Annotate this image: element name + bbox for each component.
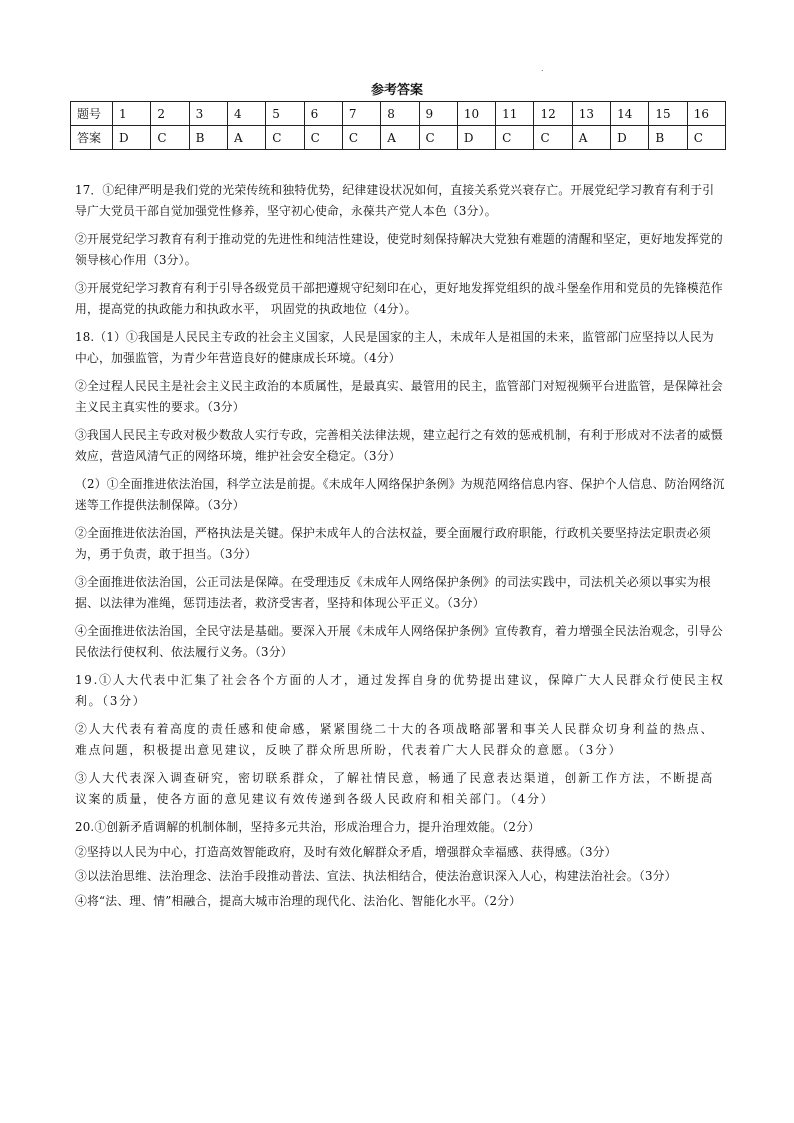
answer-cell: C	[304, 126, 342, 150]
question-number-cell: 3	[189, 102, 227, 126]
answer-cell: D	[113, 126, 151, 150]
row-label: 题号	[71, 102, 113, 126]
paragraph: ②坚持以人民为中心，打造高效智能政府，及时有效化解群众矛盾，增强群众幸福感、获得感。（3分）	[75, 844, 617, 859]
answer-cell: C	[687, 126, 725, 150]
paragraph: ②人大代表有着高度的责任感和使命感，紧紧围绕二十大的各项战略部署和事关人民群众切身利益的热点、难点问题，积极提出意见建议，反映了群众所思所盼，代表着广大人民群众的意愿。（3分）	[75, 722, 715, 757]
paragraph: ③全面推进依法治国，公正司法是保障。在受理违反《未成年人网络保护条例》的司法实践中，司法机关必须以事实为根据、以法律为准绳，惩罚违法者，救济受害者，坚持和体现公平正义。（3分）	[75, 575, 711, 610]
question-number-cell: 7	[342, 102, 380, 126]
question-number-cell: 2	[151, 102, 189, 126]
question-number-cell: 1	[113, 102, 151, 126]
answer-cell: A	[227, 126, 265, 150]
question-number-cell: 16	[687, 102, 725, 126]
number-row	[71, 102, 726, 126]
paragraph: ③人大代表深入调查研究，密切联系群众，了解社情民意，畅通了民意表达渠道，创新工作方法，不断提高议案的质量，使各方面的意见建议有效传递到各级人民政府和相关部门。（4分）	[75, 771, 715, 806]
paragraph: 17．①纪律严明是我们党的光荣传统和独特优势，纪律建设状况如何，直接关系党兴衰存亡。开展党纪学习教育有利于引导广大党员干部自觉加强党性修养，坚守初心使命，永葆共产党人本色（3分）。	[75, 183, 715, 218]
paragraph: 20.①创新矛盾调解的机制体制，坚持多元共治，形成治理合力，提升治理效能。（2分）	[75, 820, 541, 834]
question-number-cell: 14	[611, 102, 649, 126]
answer-row	[71, 126, 726, 150]
answer-cell: D	[611, 126, 649, 150]
question-number-cell: 4	[227, 102, 265, 126]
question-number-cell: 12	[534, 102, 572, 126]
paragraph: （2）①全面推进依法治国，科学立法是前提。《未成年人网络保护条例》为规范网络信息内容、保护个人信息、防治网络沉迷等工作提供法制保障。（3分）	[75, 477, 725, 512]
paragraph: ③我国人民民主专政对极少数敌人实行专政，完善相关法律法规，建立起行之有效的惩戒机制，有利于形成对不法者的威慑效应，营造风清气正的网络环境，维护社会安全稳定。（3分）	[75, 428, 723, 463]
answer-cell: C	[496, 126, 534, 150]
answer-cell: B	[189, 126, 227, 150]
answer-cell: B	[649, 126, 687, 150]
row-label: 答案	[71, 126, 113, 150]
paragraph: ②全面推进依法治国，严格执法是关键。保护未成年人的合法权益，要全面履行政府职能，行政机关要坚持法定职责必须为，勇于负责，敢于担当。（3分）	[75, 526, 711, 561]
question-number-cell: 6	[304, 102, 342, 126]
paragraph: ②全过程人民民主是社会主义民主政治的本质属性，是最真实、最管用的民主，监管部门对短视频平台进监管，是保障社会主义民主真实性的要求。（3分）	[75, 379, 723, 414]
paragraph: ②开展党纪学习教育有利于推动党的先进性和纯洁性建设，使党时刻保持解决大党独有难题的清醒和坚定，更好地发挥党的领导核心作用（3分）。	[75, 232, 723, 267]
question-number-cell: 9	[419, 102, 457, 126]
answer-cell: C	[266, 126, 304, 150]
question-number-cell: 10	[457, 102, 495, 126]
question-number-cell: 15	[649, 102, 687, 126]
answer-table	[70, 101, 726, 150]
answer-cell: C	[534, 126, 572, 150]
stray-mark: .	[541, 64, 544, 73]
answer-cell: A	[572, 126, 610, 150]
question-number-cell: 5	[266, 102, 304, 126]
paragraph: 19.①人大代表中汇集了社会各个方面的人才，通过发挥自身的优势提出建议，保障广大人民群众行使民主权利。（3分）	[75, 673, 725, 708]
paragraph: 18.（1）①我国是人民民主专政的社会主义国家，人民是国家的主人，未成年人是祖国的未来，监管部门应坚持以人民为中心，加强监管，为青少年营造良好的健康成长环境。（4分）	[75, 330, 714, 365]
question-number-cell: 11	[496, 102, 534, 126]
page-title: 参考答案	[370, 83, 423, 98]
paragraph: ③开展党纪学习教育有利于引导各级党员干部把遵规守纪刻印在心，更好地发挥党组织的战斗堡垒作用和党员的先锋模范作用，提高党的执政能力和执政水平， 巩固党的执政地位（4分）。	[75, 281, 723, 316]
answer-cell: C	[342, 126, 380, 150]
paragraph: ③以法治思维、法治理念、法治手段推动普法、宣法、执法相结合，使法治意识深入人心，构建法治社会。（3分）	[75, 869, 677, 883]
paragraph: ④将“法、理、情”相融合，提高大城市治理的现代化、法治化、智能化水平。（2分）	[75, 893, 522, 908]
question-number-cell: 13	[572, 102, 610, 126]
answer-cell: C	[151, 126, 189, 150]
answer-cell: A	[381, 126, 419, 150]
question-number-cell: 8	[381, 102, 419, 126]
paragraph: ④全面推进依法治国，全民守法是基础。要深入开展《未成年人网络保护条例》宣传教育，着力增强全民法治观念，引导公民依法行使权利、依法履行义务。（3分）	[75, 624, 723, 659]
answer-cell: C	[419, 126, 457, 150]
answer-content	[75, 180, 725, 915]
answer-cell: D	[457, 126, 495, 150]
